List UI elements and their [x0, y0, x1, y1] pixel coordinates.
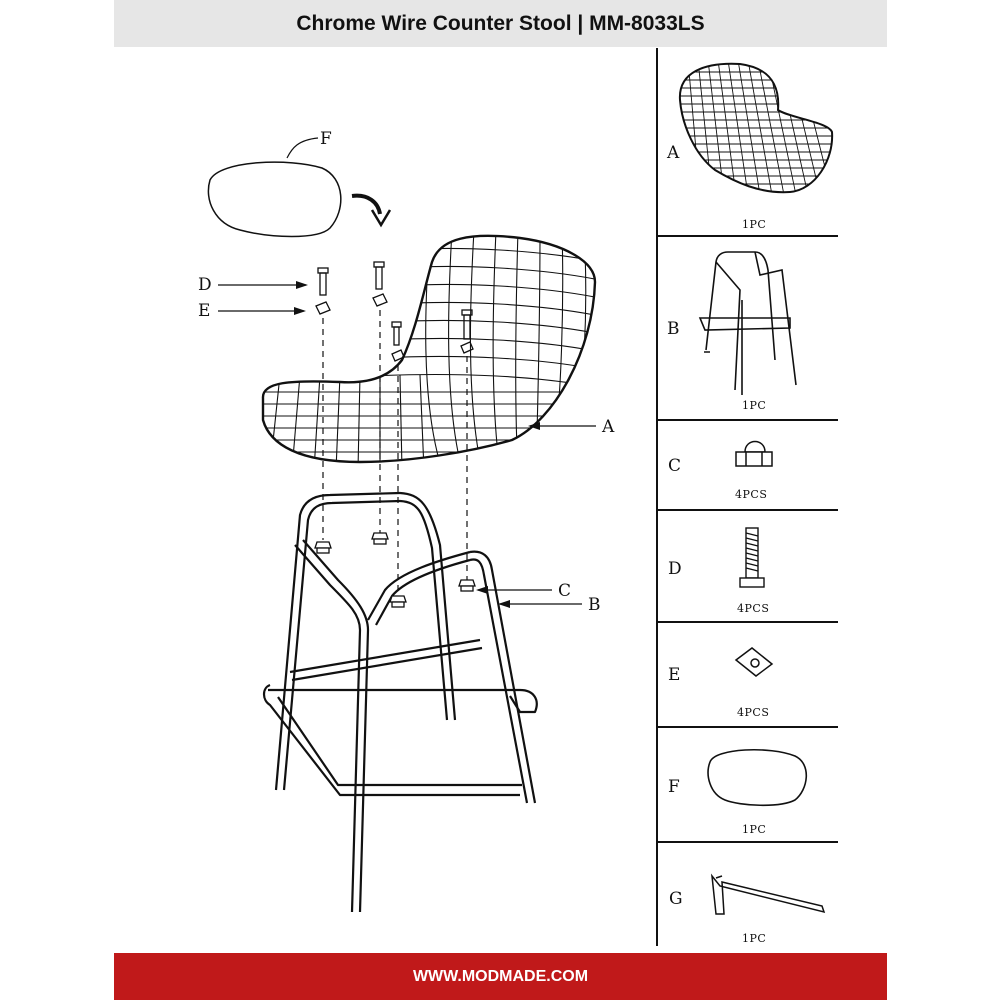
part-quantity: 4PCS: [737, 602, 770, 615]
clip-icon: [736, 648, 772, 676]
part-letter: B: [667, 319, 680, 339]
callout-e-arrowhead: [294, 307, 306, 315]
hex-key-icon: [712, 876, 824, 914]
base-frame-b: [264, 493, 537, 912]
parts-list: [657, 48, 840, 946]
end-cap-c: [315, 533, 475, 607]
page-title: Chrome Wire Counter Stool | MM-8033LS: [296, 11, 705, 35]
part-letter: D: [668, 559, 682, 579]
seat-pad-icon: [708, 750, 806, 806]
part-quantity: 1PC: [742, 399, 767, 412]
part-row-d: [668, 528, 769, 615]
website-link[interactable]: WWW.MODMADE.COM: [412, 967, 589, 985]
part-letter: G: [669, 889, 683, 909]
callout-d-arrowhead: [296, 281, 308, 289]
part-letter: F: [668, 777, 680, 797]
callout-d-label: D: [198, 275, 212, 295]
part-row-f: [668, 750, 806, 836]
bolt-icon: [740, 528, 764, 587]
part-letter: A: [667, 143, 680, 163]
callout-c-label: C: [558, 581, 572, 601]
callout-c-arrowhead: [476, 586, 488, 594]
part-quantity: 1PC: [742, 932, 767, 945]
callout-a-label: A: [602, 417, 615, 437]
wire-seat-icon: [675, 60, 840, 195]
base-frame-icon: [700, 252, 796, 395]
end-cap-icon: [736, 442, 772, 467]
callout-f-label: F: [320, 129, 332, 149]
part-row-e: [668, 648, 772, 719]
part-row-b: [667, 252, 796, 412]
callout-e-label: E: [198, 301, 211, 321]
wire-seat-a: [260, 230, 610, 470]
part-quantity: 1PC: [742, 218, 767, 231]
part-letter: E: [668, 665, 681, 685]
part-quantity: 4PCS: [735, 488, 768, 501]
footer-bar: [114, 953, 887, 1000]
callout-b-label: B: [588, 595, 601, 615]
part-quantity: 4PCS: [737, 706, 770, 719]
part-row-g: [669, 876, 824, 945]
part-letter: C: [668, 456, 682, 476]
direction-arrow: [352, 196, 390, 225]
seat-pad-f: [208, 138, 340, 237]
part-row-a: [666, 60, 840, 231]
part-row-c: [668, 442, 772, 502]
part-quantity: 1PC: [742, 823, 767, 836]
